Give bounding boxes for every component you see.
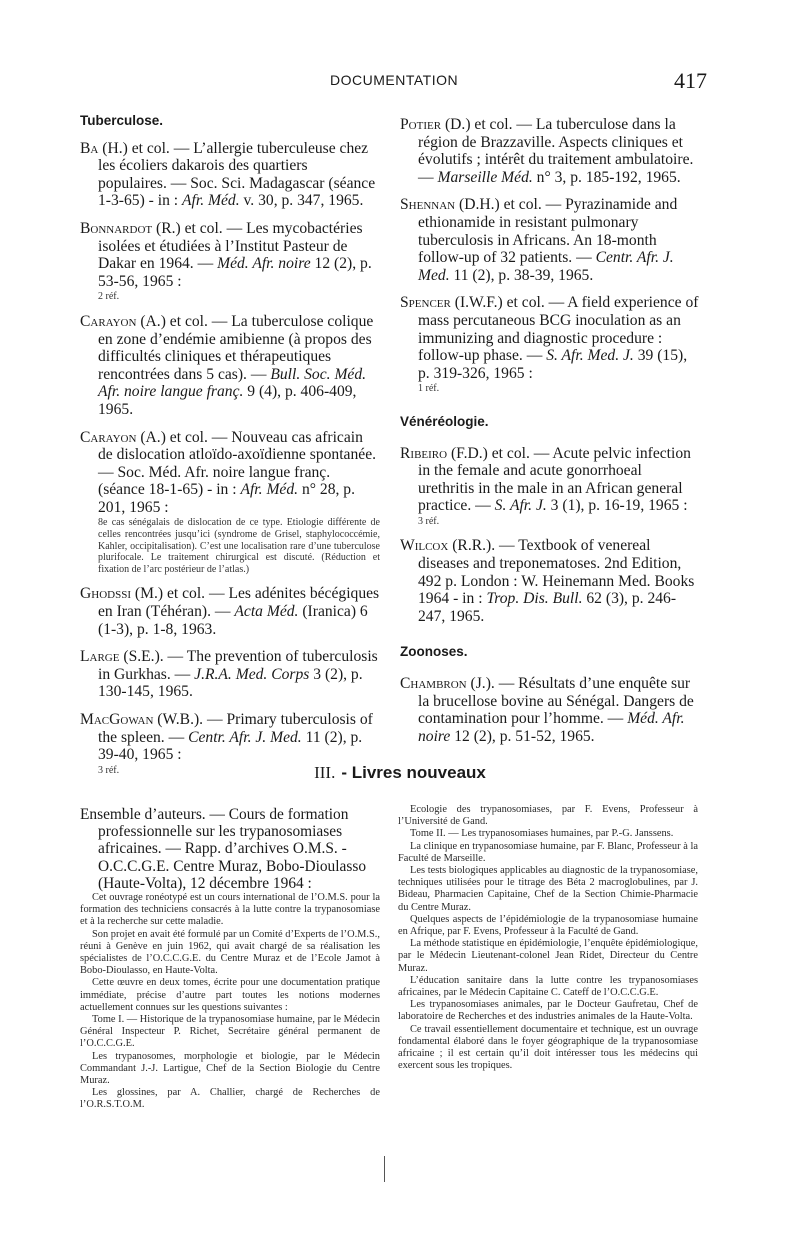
running-header: DOCUMENTATION — [330, 72, 459, 88]
summary-paragraph: Cet ouvrage ronéotypé est un cours international de l’O.M.S. pour la formation des techniciens consacrés à la lutte contre la trypanosomiase et à la recherche sur cette maladie. — [80, 892, 380, 928]
book-reference: Ensemble d’auteurs. — Cours de formation professionnelle sur les trypanosomiases africaines. — Rapp. d’archives O.M.S. - O.C.C.G.E. Centre Muraz, Bobo-Dioulasso (Haute-Volta), 12 décembre 1964 : — [80, 806, 367, 892]
summary-paragraph: Les tests biologiques applicables au diagnostic de la trypanosomiase, techniques utilisées pour le titrage des Béta 2 macroglobulines, par J. Bideau, Pharmacien Capitaine, Chef de la Section Chimie-Pharmacie du Centre Muraz. — [398, 865, 698, 913]
ref-text: (R.R.). — Textbook of venereal diseases and treponematoses. 2nd Edition, 492 p. London : W. Heinemann Med. Books 1964 - in : — [418, 537, 695, 608]
ref-journal: Afr. Méd. — [182, 192, 240, 210]
ref-author: Wilcox — [400, 537, 449, 555]
ref-author: Carayon — [80, 428, 137, 446]
ref-author: Large — [80, 648, 120, 666]
ref-author: MacGowan — [80, 711, 154, 728]
ref-text: (W.B.). — Primary tuberculosis of the spleen. — — [98, 711, 373, 746]
summary-paragraph: Les glossines, par A. Challier, chargé de Recherches de l’O.R.S.T.O.M. — [80, 1087, 380, 1111]
ref-text: (M.) et col. — Les adénites bécégiques en Iran (Téhéran). — — [98, 585, 380, 621]
right-column — [400, 116, 702, 745]
reference-spencer — [400, 294, 702, 395]
ref-note: 1 réf. — [418, 383, 440, 395]
ref-text: (J.). — Résultats d’une enquête sur la brucellose bovine au Sénégal. Dangers de contamination pour l’homme. — — [418, 675, 694, 728]
ref-text: (A.) et col. — Nouveau cas africain de dislocation atloïdo-axoïdienne spontanée. — Soc. Méd. Afr. noire langue franç. (séance 18-1-65) - in : — [98, 428, 377, 499]
ref-text: (F.D.) et col. — Acute pelvic infection in the female and acute gonorrhoeal urethritis in the male in an African general practice. — — [418, 444, 691, 515]
ref-note: 2 réf. — [98, 291, 120, 303]
reference-ba — [80, 140, 380, 210]
section-heading-zoonoses: Zoonoses. — [400, 644, 468, 660]
summary-paragraph: Tome I. — Historique de la trypanosomiase humaine, par le Médecin Général Inspecteur P. Richet, Secrétaire général permanent de l’O.C.C.G.E. — [80, 1014, 380, 1050]
ref-text: (I.W.F.) et col. — A field experience of mass percutaneous BCG inoculation as an immunizing and diagnostic procedure : follow-up phase. — — [418, 294, 699, 365]
reference-potier — [400, 116, 702, 186]
ref-journal: Trop. Dis. Bull. — [486, 590, 583, 608]
reference-large — [80, 648, 380, 701]
ref-journal: Marseille Méd. — [437, 168, 533, 186]
ref-journal: S. Afr. Med. J. — [546, 347, 634, 365]
left-column — [80, 112, 380, 776]
part-numeral: III. — [314, 763, 336, 782]
ref-citation: 12 (2), p. 51-52, 1965. — [450, 727, 595, 745]
ref-note: 8e cas sénégalais de dislocation de ce type. Etiologie différente de celles rencontrées jusqu’ici (syndrome de Grisel, staphylococcémie, Kahler, occipitalisation). C’est une localisation rare d’une tuberculose plurifocale. Le traitement chirurgical est discuté. (Réduction et fixation de l’arc postérieur de l’atlas.) — [98, 517, 380, 575]
ref-author: Chambron — [400, 675, 467, 693]
ref-journal: J.R.A. Med. Corps — [194, 665, 310, 683]
ref-text: (S.E.). — The prevention of tuberculosis in Gurkhas. — — [98, 648, 378, 683]
ref-citation: 3 (1), p. 16-19, 1965 : — [546, 497, 688, 515]
ref-text: (H.) et col. — L’allergie tuberculeuse chez les écoliers dakarois des quartiers populaires. — Soc. Sci. Madagascar (séance 1-3-65) - in : — [98, 139, 376, 210]
summary-paragraph: La clinique en trypanosomiase humaine, par F. Blanc, Professeur à la Faculté de Marseille. — [398, 840, 698, 864]
book-summary-left — [80, 892, 380, 1112]
ref-text: (D.H.) et col. — Pyrazinamide and ethionamide in resistant pulmonary tuberculosis in Africans. An 18-month follow-up of 32 patients. — — [418, 196, 678, 267]
ref-author: Shennan — [400, 196, 456, 214]
reference-carayon-2 — [80, 429, 380, 576]
ref-journal: Centr. Afr. J. Med. — [188, 728, 302, 746]
ref-journal: Méd. Afr. noire — [418, 710, 685, 745]
book-left-column — [80, 806, 380, 1112]
ref-citation: n° 28, p. 201, 1965 : — [98, 481, 355, 516]
ref-citation: n° 3, p. 185-192, 1965. — [532, 168, 681, 186]
ref-journal: Centr. Afr. J. Med. — [418, 249, 674, 284]
reference-ribeiro — [400, 445, 702, 528]
ref-note: 3 réf. — [418, 515, 440, 527]
reference-wilcox — [400, 537, 702, 625]
ref-author: Carayon — [80, 312, 137, 330]
book-summary-right — [398, 804, 698, 1072]
ref-text: (R.) et col. — Les mycobactéries isolées et étudiées à l’Institut Pasteur de Dakar en 1964. — — [98, 219, 363, 273]
ref-citation: 62 (3), p. 246-247, 1965. — [418, 590, 677, 625]
ref-text: (A.) et col. — La tuberculose colique en zone d’endémie amibienne (à propos des difficultés cliniques et thérapeutiques rencontrées dans 5 cas). — — [98, 312, 374, 383]
summary-paragraph: La méthode statistique en épidémiologie, l’enquête épidémiologique, par le Médecin Lieutenant-colonel Jean Ridet, Directeur du Centre Muraz. — [398, 938, 698, 974]
page-number: 417 — [674, 68, 707, 93]
ref-citation: v. 30, p. 347, 1965. — [239, 192, 364, 210]
section-heading-venereologie: Vénéréologie. — [400, 413, 489, 429]
summary-paragraph: Tome II. — Les trypanosomiases humaines, par P.-G. Janssens. — [410, 828, 674, 840]
reference-bonnardot — [80, 220, 380, 303]
ref-text: (D.) et col. — La tuberculose dans la région de Brazzaville. Aspects cliniques et évolutifs ; intérêt du traitement ambulatoire. — — [418, 116, 694, 186]
reference-carayon-1 — [80, 313, 380, 419]
ref-author: Bonnardot — [80, 219, 153, 237]
ref-citation: 9 (4), p. 406-409, 1965. — [98, 383, 357, 418]
ref-citation: (Iranica) 6 (1-3), p. 1-8, 1963. — [98, 603, 368, 638]
ref-author: Ghodssi — [80, 585, 131, 603]
summary-paragraph: Cette œuvre en deux tomes, écrite pour une documentation pratique immédiate, précise d’autre part toutes les notions modernes actuellement connues sur les questions suivantes : — [80, 977, 380, 1013]
ref-author: Ribeiro — [400, 444, 448, 462]
summary-paragraph: Ecologie des trypanosomiases, par F. Evens, Professeur à l’Université de Gand. — [398, 804, 698, 828]
reference-shennan — [400, 196, 702, 284]
ref-author: Spencer — [400, 294, 451, 312]
reference-chambron — [400, 675, 702, 745]
section-heading-tuberculose: Tuberculose. — [80, 113, 164, 128]
ref-citation: 11 (2), p. 39-40, 1965 : — [98, 728, 363, 764]
part-title: - Livres nouveaux — [341, 763, 486, 782]
ref-citation: 39 (15), p. 319-326, 1965 : — [418, 347, 688, 382]
ref-citation: 12 (2), p. 53-56, 1965 : — [98, 255, 372, 290]
ref-journal: Acta Méd. — [234, 603, 299, 621]
summary-paragraph: Les trypanosomes, morphologie et biologie, par le Médecin Commandant J.-J. Lartigue, Chef de la Section Biologie du Centre Muraz. — [80, 1050, 380, 1087]
column-divider — [384, 1156, 385, 1182]
summary-paragraph: Ce travail essentiellement documentaire et technique, est un ouvrage fondamental élaboré dans le foyer géographique de la trypanosomiase africaine ; il est certain qu’il doit intéresser tous les médecins qui exercent sous les tropiques. — [398, 1023, 698, 1072]
ref-note: 3 réf. — [98, 764, 120, 776]
reference-ghodssi — [80, 585, 380, 638]
ref-author: Ba — [80, 139, 99, 157]
part-heading — [0, 763, 800, 783]
ref-citation: 3 (2), p. 130-145, 1965. — [98, 665, 363, 701]
summary-paragraph: Quelques aspects de l’épidémiologie de la trypanosomiase humaine en Afrique, par F. Evens, Professeur à la Faculté de Gand. — [398, 913, 698, 938]
ref-journal: S. Afr. J. — [494, 497, 547, 515]
ref-journal: Bull. Soc. Méd. Afr. noire langue franç. — [98, 365, 367, 401]
ref-journal: Afr. Méd. — [240, 481, 299, 499]
summary-paragraph: L’éducation sanitaire dans la lutte contre les trypanosomiases africaines, par le Médecin Capitaine C. Cateff de l’O.C.C.G.E. — [398, 974, 698, 999]
summary-paragraph: Son projet en avait été formulé par un Comité d’Experts de l’O.M.S., réuni à Genève en juin 1962, qui avait chargé de sa réalisation les spécialistes de l’O.C.C.G.E. du Centre Muraz et de l’Ecole Jamot à Bobo-Dioulasso, en Haute-Volta. — [80, 928, 380, 977]
ref-journal: Méd. Afr. noire — [217, 255, 311, 273]
ref-author: Potier — [400, 116, 442, 133]
book-right-column — [398, 804, 698, 1072]
ref-citation: 11 (2), p. 38-39, 1965. — [449, 266, 594, 284]
summary-paragraph: Les trypanosomiases animales, par le Docteur Gaufretau, Chef de laboratoire de Recherches et des industries animales de la Haute-Volta. — [398, 999, 698, 1023]
